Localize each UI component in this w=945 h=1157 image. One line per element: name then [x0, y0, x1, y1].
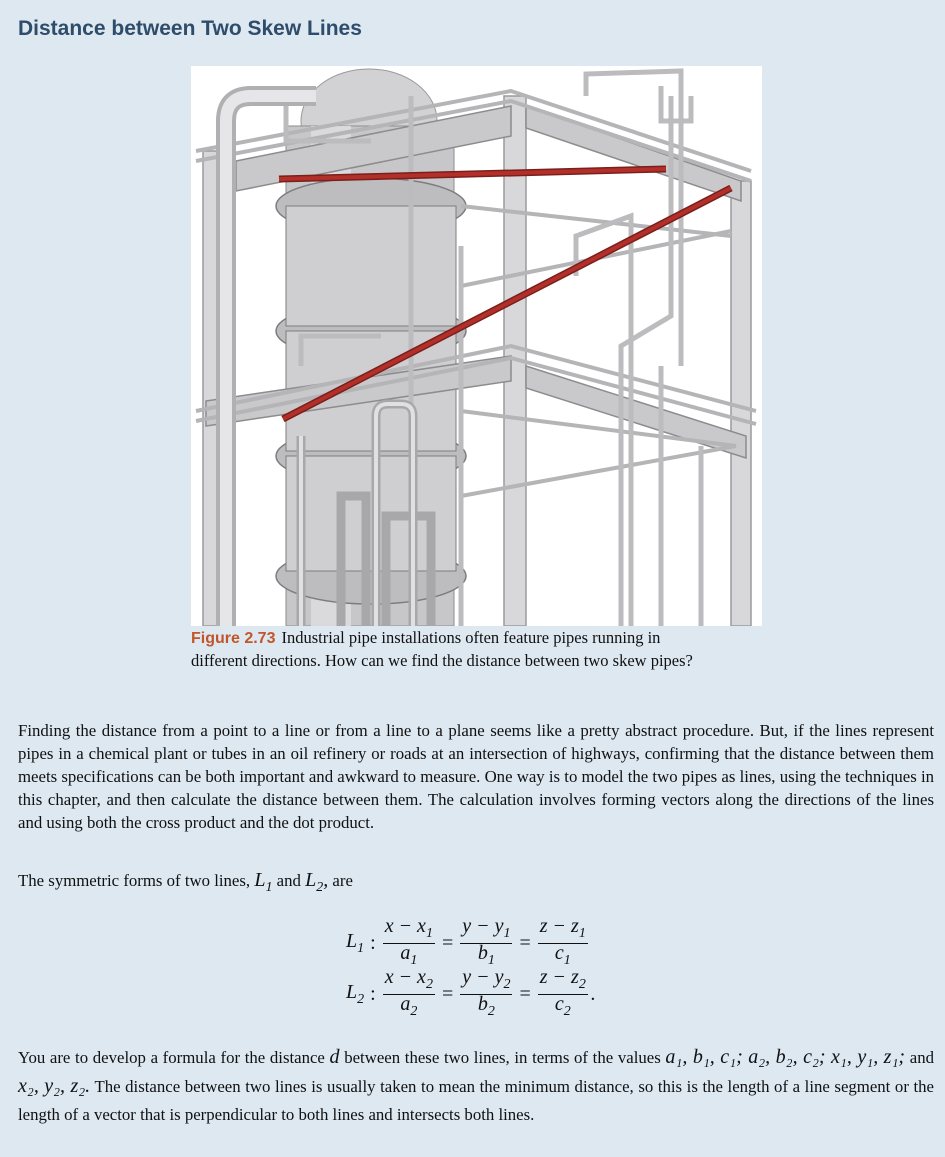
symmetric-forms-text: The symmetric forms of two lines,	[18, 871, 251, 890]
task-text-2: between these two lines, in terms of the values	[344, 1048, 661, 1067]
caption-line-1: Industrial pipe installations often feature pipes running in	[281, 628, 661, 647]
line-l2-symbol: $L_2$,	[305, 869, 329, 895]
values-list-2: x₂, y₂, z₂.	[18, 1075, 91, 1097]
equation-line-2: $L_2$ : $\frac{x - x_2}{a_2}$ = $\frac{y - y_2}{b_2}$ = $\frac{z - z_2}{c_2}$ .	[346, 966, 596, 1019]
figure-label: Figure 2.73	[191, 630, 276, 647]
equation-2-frac-x: $\frac{x - x_2}{a_2}$	[384, 966, 433, 1019]
equation-line-1: $L_1$ : $\frac{x - x_1}{a_1}$ = $\frac{y - y_1}{b_1}$ = $\frac{z - z_1}{c_1}$	[346, 915, 586, 968]
values-list-1: a₁, b₁, c₁; a₂, b₂, c₂; x₁, y₁, z₁;	[665, 1046, 906, 1068]
pipe-illustration	[191, 66, 762, 626]
and-word-2: and	[909, 1048, 934, 1067]
equation-2-frac-z: $\frac{z - z_2}{c_2}$	[539, 966, 586, 1019]
task-text-3: The distance between two lines is usually taken to mean the minimum distance, so this is the length of a line segment or the length of a vector that is perpendicular to both lines and intersects both lines.	[18, 1077, 934, 1124]
symmetric-forms-paragraph	[18, 869, 934, 899]
task-paragraph	[18, 1043, 934, 1129]
equation-2-name: $L_2$	[346, 981, 365, 1007]
equation-2-frac-y: $\frac{y - y_2}{b_2}$	[462, 966, 511, 1019]
are-word: are	[332, 871, 353, 890]
figure-caption	[191, 627, 771, 672]
intro-paragraph: Finding the distance from a point to a line or from a line to a plane seems like a pretty abstract procedure. But, if the lines represent pipes in a chemical plant or tubes in an oil refinery or roads at an intersection of highways, confirming that the distance between them meets specifications can be both important and awkward to measure. One way is to model the two pipes as lines, using the techniques in this chapter, and then calculate the distance between them. The calculation involves forming vectors along the directions of the lines and using both the cross product and the dot product.	[18, 721, 934, 832]
equation-1-frac-z: $\frac{z - z_1}{c_1}$	[539, 915, 586, 968]
caption-line-2: different directions. How can we find the distance between two skew pipes?	[191, 651, 693, 670]
and-word: and	[276, 871, 301, 890]
task-text-1: You are to develop a formula for the distance	[18, 1048, 325, 1067]
section-heading: Distance between Two Skew Lines	[18, 17, 362, 40]
pipe-installation-figure	[191, 66, 762, 626]
line-l1-symbol: $L_1$	[254, 869, 273, 895]
distance-variable: d	[329, 1046, 340, 1068]
equation-1-frac-y: $\frac{y - y_1}{b_1}$	[462, 915, 511, 968]
equation-1-name: $L_1$	[346, 930, 365, 956]
equation-1-frac-x: $\frac{x - x_1}{a_1}$	[384, 915, 433, 968]
